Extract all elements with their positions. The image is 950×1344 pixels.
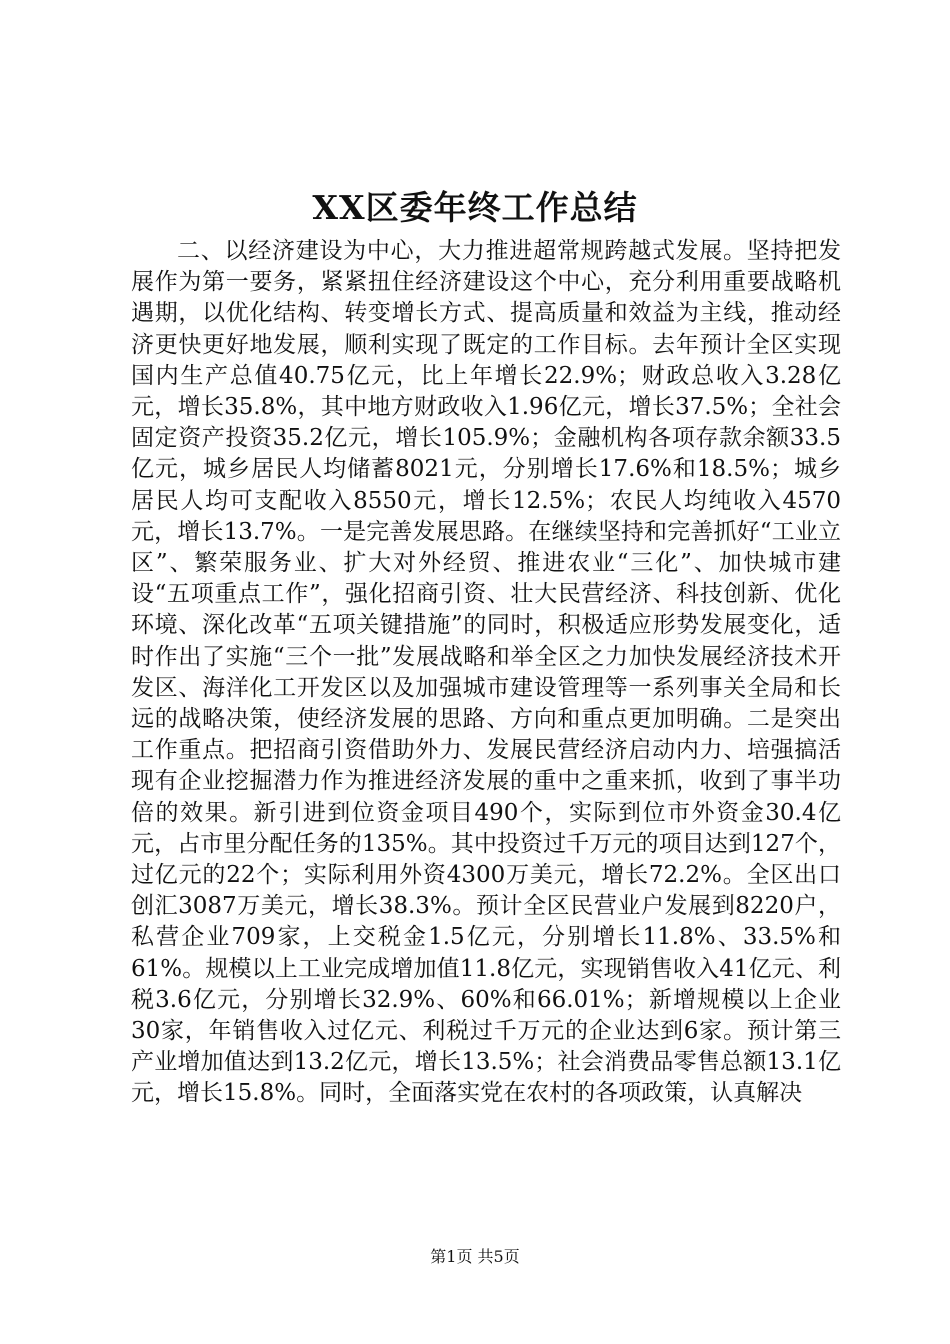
body-paragraph: 二、以经济建设为中心，大力推进超常规跨越式发展。坚持把发展作为第一要务，紧紧扭住经济建设这个中心，充分利用重要战略机遇期，以优化结构、转变增长方式、提高质量和效益为主线，推动经济更快更好地发展，顺利实现了既定的工作目标。去年预计全区实现国内生产总值40.75亿元，比上年增长22.9%；财政总收入3.28亿元，增长35.8%，其中地方财政收入1.96亿元，增长37.5%；全社会固定资产投资35.2亿元，增长105.9%；金融机构各项存款余额33.5亿元，城乡居民人均储蓄8021元，分别增长17.6%和18.5%；城乡居民人均可支配收入8550元，增长12.5%；农民人均纯收入4570元，增长13.7%。一是完善发展思路。在继续坚持和完善抓好“工业立区”、繁荣服务业、扩大对外经贸、推进农业“三化”、加快城市建设“五项重点工作”，强化招商引资、壮大民营经济、科技创新、优化环境、深化改革“五项关键措施”的同时，积极适应形势发展变化，适时作出了实施“三个一批”发展战略和举全区之力加快发展经济技术开发区、海洋化工开发区以及加强城市建设管理等一系列事关全局和长远的战略决策，使经济发展的思路、方向和重点更加明确。二是突出工作重点。把招商引资借助外力、发展民营经济启动内力、培强搞活现有企业挖掘潜力作为推进经济发展的重中之重来抓，收到了事半功倍的效果。新引进到位资金项目490个，实际到位市外资金30.4亿元，占市里分配任务的135%。其中投资过千万元的项目达到127个，过亿元的22个；实际利用外资4300万美元，增长72.2%。全区出口创汇3087万美元，增长38.3%。预计全区民营业户发展到8220户，私营企业709家，上交税金1.5亿元，分别增长11.8%、33.5%和61%。规模以上工业完成增加值11.8亿元，实现销售收入41亿元、利税3.6亿元，分别增长32.9%、60%和66.01%；新增规模以上企业30家，年销售收入过亿元、利税过千万元的企业达到6家。预计第三产业增加值达到13.2亿元，增长13.5%；社会消费品零售总额13.1亿元，增长15.8%。同时，全面落实党在农村的各项政策，认真解决: [131, 238, 841, 1107]
page-indicator: 第1页 共5页: [430, 1247, 520, 1266]
document-title: XX区委年终工作总结: [312, 188, 638, 227]
